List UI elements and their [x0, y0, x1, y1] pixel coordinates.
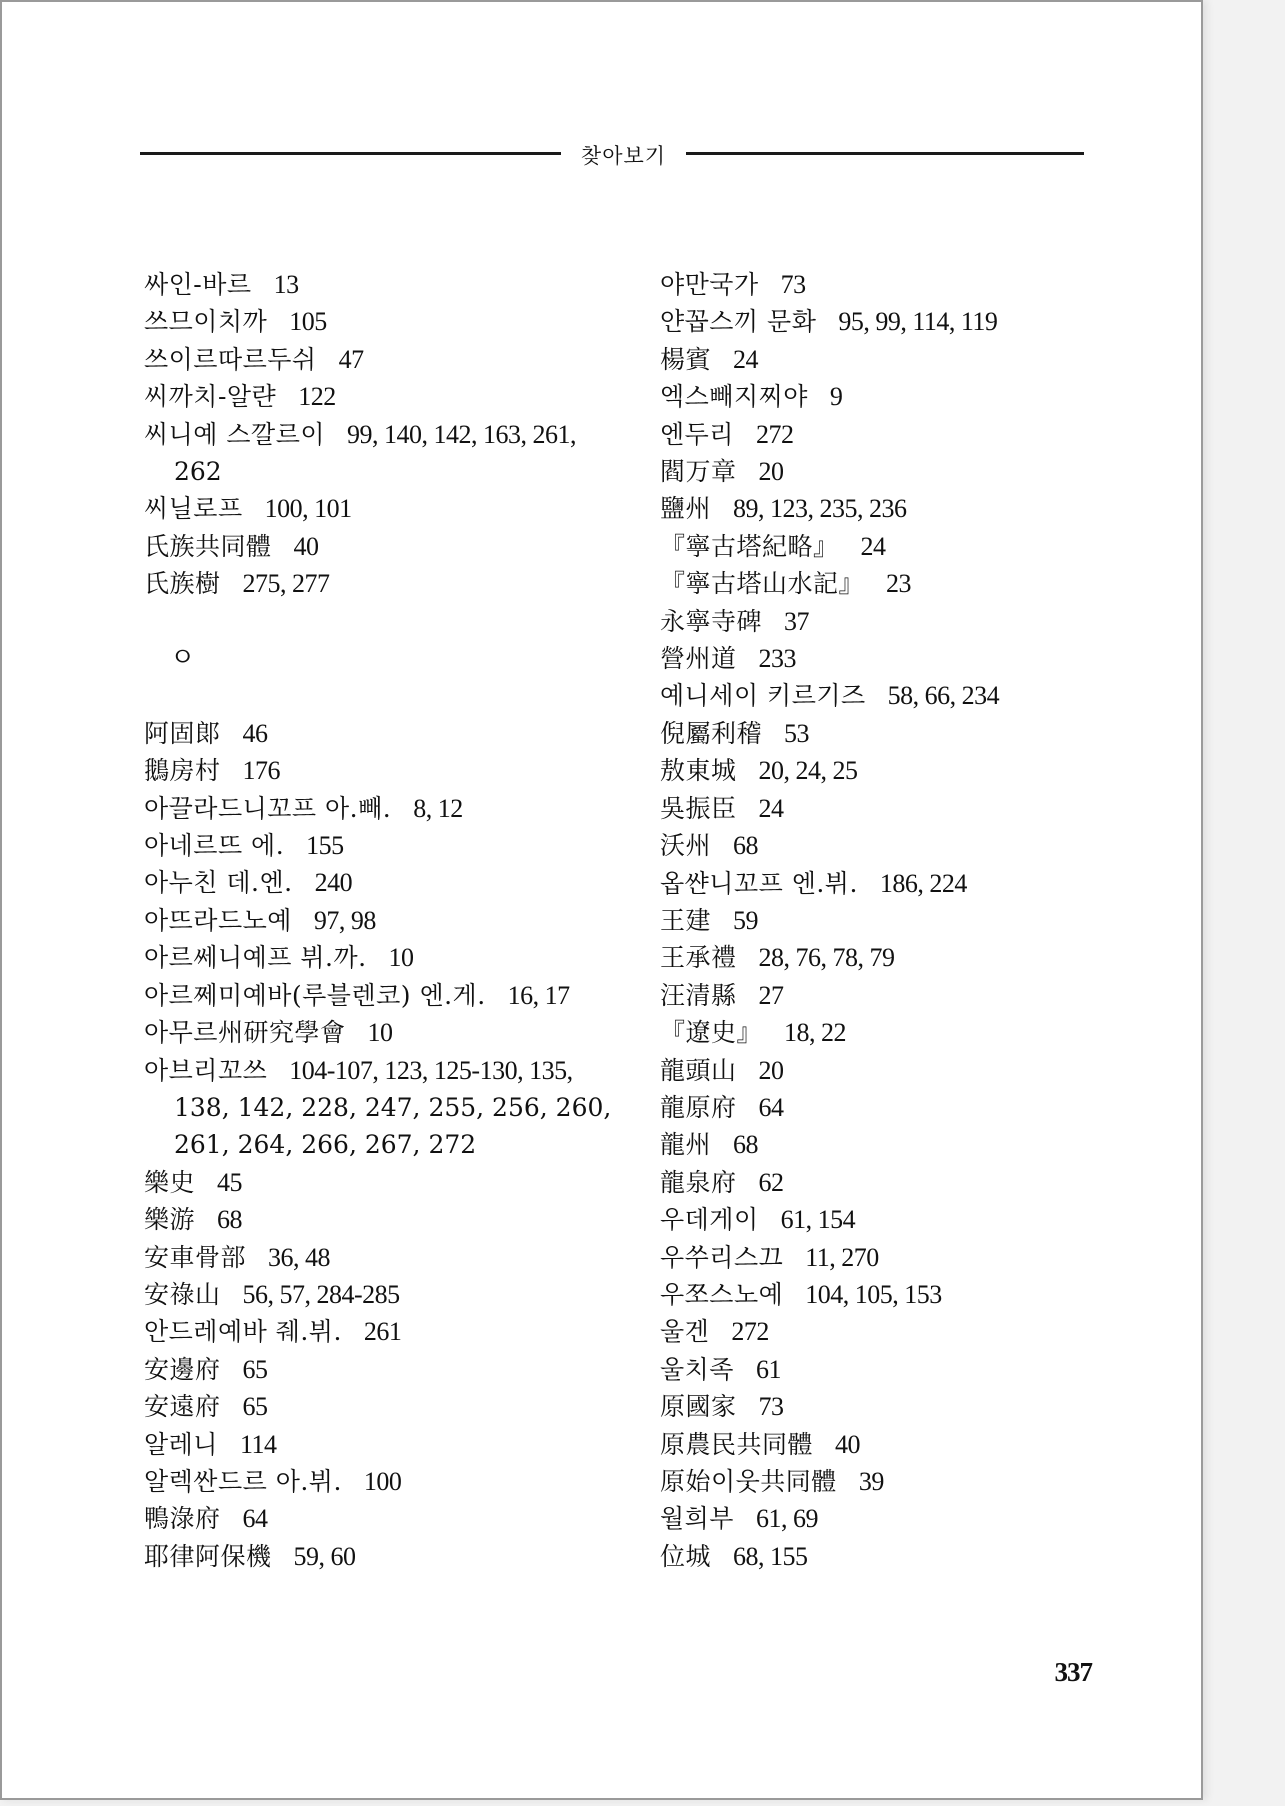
- index-pages: 27: [758, 980, 784, 1010]
- index-entry: [144, 341, 614, 378]
- index-pages: 105: [289, 307, 327, 337]
- index-entry: [144, 490, 614, 527]
- index-pages: 68: [733, 831, 759, 861]
- index-entry: [144, 1538, 614, 1575]
- index-pages: 16, 17: [507, 980, 570, 1010]
- index-entry: [144, 902, 614, 939]
- index-pages: 28, 76, 78, 79: [758, 943, 895, 973]
- index-pages: 65: [242, 1354, 268, 1384]
- index-term: 原始이웃共同體: [660, 1467, 837, 1496]
- index-entry: [660, 790, 1130, 827]
- index-pages: 20, 24, 25: [758, 756, 858, 786]
- index-pages: 73: [780, 270, 806, 299]
- index-entry: [144, 790, 614, 827]
- index-entry: [660, 902, 1130, 939]
- index-pages-continued: 261, 264, 266, 267, 272: [174, 1130, 477, 1160]
- index-column-left: [144, 266, 614, 1575]
- index-term: 汪清縣: [660, 980, 737, 1010]
- index-pages: 58, 66, 234: [887, 681, 1000, 711]
- index-pages: 8, 12: [413, 793, 463, 823]
- index-entry: [660, 752, 1130, 789]
- index-pages: 68: [217, 1205, 243, 1235]
- index-entry: [144, 977, 614, 1014]
- index-term: 楊賓: [660, 344, 712, 374]
- index-entry: [144, 939, 614, 976]
- index-entry: [660, 827, 1130, 864]
- index-pages: 68, 155: [733, 1541, 808, 1571]
- index-entry: [144, 565, 614, 602]
- index-entry: [660, 266, 1130, 303]
- index-entry: [660, 490, 1130, 527]
- index-term: 쓰이르따르두쉬: [144, 344, 317, 374]
- index-pages: 114: [239, 1429, 277, 1459]
- index-entry: [660, 1164, 1130, 1201]
- index-pages: 100: [363, 1466, 402, 1496]
- index-entry: [144, 1463, 614, 1500]
- index-term: 龍原府: [660, 1092, 737, 1122]
- index-term: 얀꼽스끼 문화: [660, 307, 817, 337]
- running-header: 찾아보기: [580, 144, 667, 168]
- index-pages: 39: [858, 1467, 884, 1496]
- index-entry: [660, 640, 1130, 677]
- index-term: 울겐: [660, 1317, 710, 1347]
- index-pages: 61, 69: [755, 1504, 818, 1534]
- index-pages: 13: [273, 270, 299, 299]
- index-entry: [660, 939, 1130, 976]
- index-entry: [144, 303, 614, 340]
- index-term: 位城: [660, 1541, 712, 1571]
- index-pages: 100, 101: [264, 494, 352, 524]
- index-pages: 59: [733, 905, 759, 935]
- index-term: 엑스빼지찌야: [660, 382, 808, 412]
- index-entry: [660, 715, 1130, 752]
- index-entry: [144, 827, 614, 864]
- index-pages: 10: [388, 943, 414, 973]
- index-pages: 20: [758, 1055, 784, 1085]
- index-term: 우쑤리스끄: [660, 1242, 784, 1272]
- header-rule-left: [140, 152, 561, 155]
- index-pages: 40: [835, 1429, 861, 1459]
- index-entry: [660, 1126, 1130, 1163]
- index-term: 永寧寺碑: [660, 606, 763, 636]
- index-entry: [660, 378, 1130, 415]
- index-pages: 37: [784, 606, 810, 636]
- index-term: 鹽州: [660, 494, 712, 524]
- index-term: 樂游: [144, 1205, 196, 1235]
- index-entry: [660, 1388, 1130, 1425]
- index-term: 樂史: [144, 1167, 196, 1197]
- index-term: 아누친 데.엔.: [144, 868, 293, 898]
- index-term: 씨까치-알랸: [144, 382, 277, 412]
- index-term: 옵쌴니꼬프 엔.뷔.: [660, 868, 858, 898]
- index-term: 鴨淥府: [144, 1504, 221, 1534]
- index-pages: 46: [242, 718, 268, 748]
- index-term: 安車骨部: [144, 1242, 247, 1272]
- index-term: 原農民共同體: [660, 1429, 814, 1459]
- index-term: 吳振臣: [660, 793, 737, 823]
- index-term: 龍頭山: [660, 1055, 737, 1085]
- index-entry: [144, 528, 614, 565]
- index-term: 『遼史』: [660, 1018, 763, 1048]
- index-pages: 61: [755, 1354, 781, 1384]
- index-term: 營州道: [660, 644, 737, 674]
- index-pages: 45: [217, 1167, 243, 1197]
- index-pages: 18, 22: [784, 1018, 847, 1048]
- index-entry: [660, 1500, 1130, 1537]
- index-pages: 24: [733, 344, 759, 374]
- index-entry: [144, 715, 614, 752]
- index-term: 王承禮: [660, 943, 737, 973]
- index-term: 氏族共同體: [144, 531, 272, 561]
- index-term: 倪屬利稽: [660, 718, 763, 748]
- index-pages: 233: [758, 644, 797, 674]
- index-entry: [660, 1426, 1130, 1463]
- index-entry: [144, 416, 614, 491]
- index-term: 알레니: [144, 1429, 218, 1459]
- index-entry: [660, 1351, 1130, 1388]
- index-pages: 47: [338, 344, 364, 374]
- index-pages: 53: [784, 718, 810, 748]
- index-term: 아네르뜨 에.: [144, 831, 285, 861]
- index-term: 原國家: [660, 1392, 737, 1422]
- index-term: 安邊府: [144, 1354, 221, 1384]
- index-pages: 40: [293, 531, 319, 561]
- index-term: 安遠府: [144, 1392, 221, 1422]
- index-term: 우쪼스노예: [660, 1279, 784, 1309]
- index-entry: [144, 1164, 614, 1201]
- index-pages: 97, 98: [313, 905, 376, 935]
- index-term: 鵝房村: [144, 756, 221, 786]
- index-term: 『寧古塔紀略』: [660, 531, 839, 561]
- index-pages: 89, 123, 235, 236: [733, 494, 907, 524]
- index-pages: 176: [242, 756, 281, 786]
- index-term: 敖東城: [660, 756, 737, 786]
- index-entry: [144, 1388, 614, 1425]
- index-pages: 64: [758, 1092, 784, 1122]
- index-term: 엔두리: [660, 419, 734, 449]
- index-pages: 59, 60: [293, 1541, 356, 1571]
- index-pages: 275, 277: [242, 569, 330, 599]
- index-term: 아르쩨미예바(루블렌코) 엔.게.: [144, 980, 486, 1010]
- index-pages: 9: [829, 382, 843, 412]
- index-term: 耶律阿保機: [144, 1541, 272, 1571]
- index-pages: 104-107, 123, 125-130, 135,: [289, 1055, 573, 1085]
- index-column-right: [660, 266, 1130, 1575]
- index-pages: 122: [298, 382, 336, 412]
- index-entry: [660, 677, 1130, 714]
- index-entry: [660, 1463, 1130, 1500]
- index-pages: 104, 105, 153: [805, 1279, 942, 1309]
- index-entry: [144, 1014, 614, 1051]
- index-entry: [144, 1239, 614, 1276]
- index-pages: 95, 99, 114, 119: [838, 307, 998, 337]
- index-entry: [660, 865, 1130, 902]
- index-term: 王建: [660, 905, 712, 935]
- index-term: 아브리꼬쓰: [144, 1055, 268, 1085]
- index-entry: [144, 1500, 614, 1537]
- index-pages-continued: 138, 142, 228, 247, 255, 256, 260,: [174, 1092, 612, 1122]
- index-term: 安祿山: [144, 1279, 221, 1309]
- index-entry: [144, 266, 614, 303]
- index-pages: 36, 48: [268, 1242, 331, 1272]
- index-entry: [660, 1313, 1130, 1350]
- index-entry: [660, 1052, 1130, 1089]
- index-term: 龍州: [660, 1130, 712, 1160]
- index-entry: [660, 1276, 1130, 1313]
- index-term: 안드레예바 줴.뷔.: [144, 1317, 342, 1347]
- section-spacer: [144, 603, 614, 640]
- index-entry: [660, 603, 1130, 640]
- index-term: 싸인-바르: [144, 270, 252, 299]
- index-term: 알렉싼드르 아.뷔.: [144, 1466, 342, 1496]
- index-term: 閻万章: [660, 457, 737, 487]
- index-pages: 272: [755, 419, 794, 449]
- index-entry: [144, 378, 614, 415]
- index-entry: [144, 1426, 614, 1463]
- section-spacer: [144, 677, 614, 714]
- index-entry: [660, 1014, 1130, 1051]
- index-entry: [660, 1201, 1130, 1238]
- index-entry: [660, 341, 1130, 378]
- index-pages: 186, 224: [879, 868, 967, 898]
- index-entry: [144, 1351, 614, 1388]
- index-pages: 62: [758, 1167, 784, 1197]
- index-entry: [660, 977, 1130, 1014]
- index-pages: 99, 140, 142, 163, 261,: [347, 419, 576, 449]
- index-entry: [144, 864, 614, 901]
- index-term: 阿固郞: [144, 718, 221, 748]
- index-pages: 240: [314, 868, 353, 898]
- index-term: 울치족: [660, 1354, 734, 1384]
- index-pages: 24: [758, 793, 784, 823]
- header-rule-right: [686, 152, 1084, 155]
- index-pages: 11, 270: [805, 1242, 879, 1272]
- index-entry: [660, 1089, 1130, 1126]
- index-entry: [144, 752, 614, 789]
- index-term: 예니세이 키르기즈: [660, 681, 866, 711]
- index-pages: 56, 57, 284-285: [242, 1279, 400, 1309]
- index-term: 야만국가: [660, 270, 759, 299]
- index-entry: [144, 1313, 614, 1350]
- index-term: 沃州: [660, 831, 712, 861]
- index-pages: 23: [886, 569, 912, 599]
- index-term: 『寧古塔山水記』: [660, 569, 865, 599]
- index-entry: [144, 1052, 614, 1164]
- section-heading-letter: ㅇ: [170, 643, 196, 674]
- index-pages-continued: 262: [174, 457, 222, 487]
- index-pages: 10: [367, 1018, 393, 1048]
- index-term: 氏族樹: [144, 569, 221, 599]
- index-term: 씨닐로프: [144, 494, 243, 524]
- index-pages: 24: [860, 531, 886, 561]
- index-term: 우데게이: [660, 1205, 759, 1235]
- page-number: 337: [1054, 1657, 1092, 1687]
- index-pages: 73: [758, 1392, 784, 1422]
- index-entry: [660, 303, 1130, 340]
- index-term: 쓰므이치까: [144, 307, 268, 337]
- index-pages: 61, 154: [780, 1205, 856, 1235]
- index-entry: [144, 1276, 614, 1313]
- index-entry: [660, 528, 1130, 565]
- index-term: 아뜨라드노예: [144, 905, 292, 935]
- index-list-top: [144, 266, 614, 603]
- index-term: 아무르州研究學會: [144, 1018, 346, 1048]
- index-pages: 155: [306, 831, 344, 861]
- index-pages: 272: [731, 1317, 769, 1347]
- index-pages: 20: [758, 457, 784, 487]
- index-term: 아르쎄니예프 뷔.까.: [144, 943, 367, 973]
- index-term: 龍泉府: [660, 1167, 737, 1197]
- index-term: 씨니예 스깔르이: [144, 419, 325, 449]
- index-term: 월희부: [660, 1504, 734, 1534]
- index-pages: 65: [242, 1392, 268, 1422]
- index-entry: [660, 1239, 1130, 1276]
- index-term: 아끌라드니꼬프 아.빼.: [144, 793, 392, 823]
- index-entry: [660, 565, 1130, 602]
- index-pages: 68: [733, 1130, 759, 1160]
- index-list-bottom: [144, 715, 614, 1575]
- index-pages: 64: [242, 1504, 268, 1534]
- index-entry: [660, 1538, 1130, 1575]
- index-entry: [144, 1201, 614, 1238]
- index-pages: 261: [363, 1317, 402, 1347]
- index-entry: [660, 453, 1130, 490]
- index-entry: [660, 416, 1130, 453]
